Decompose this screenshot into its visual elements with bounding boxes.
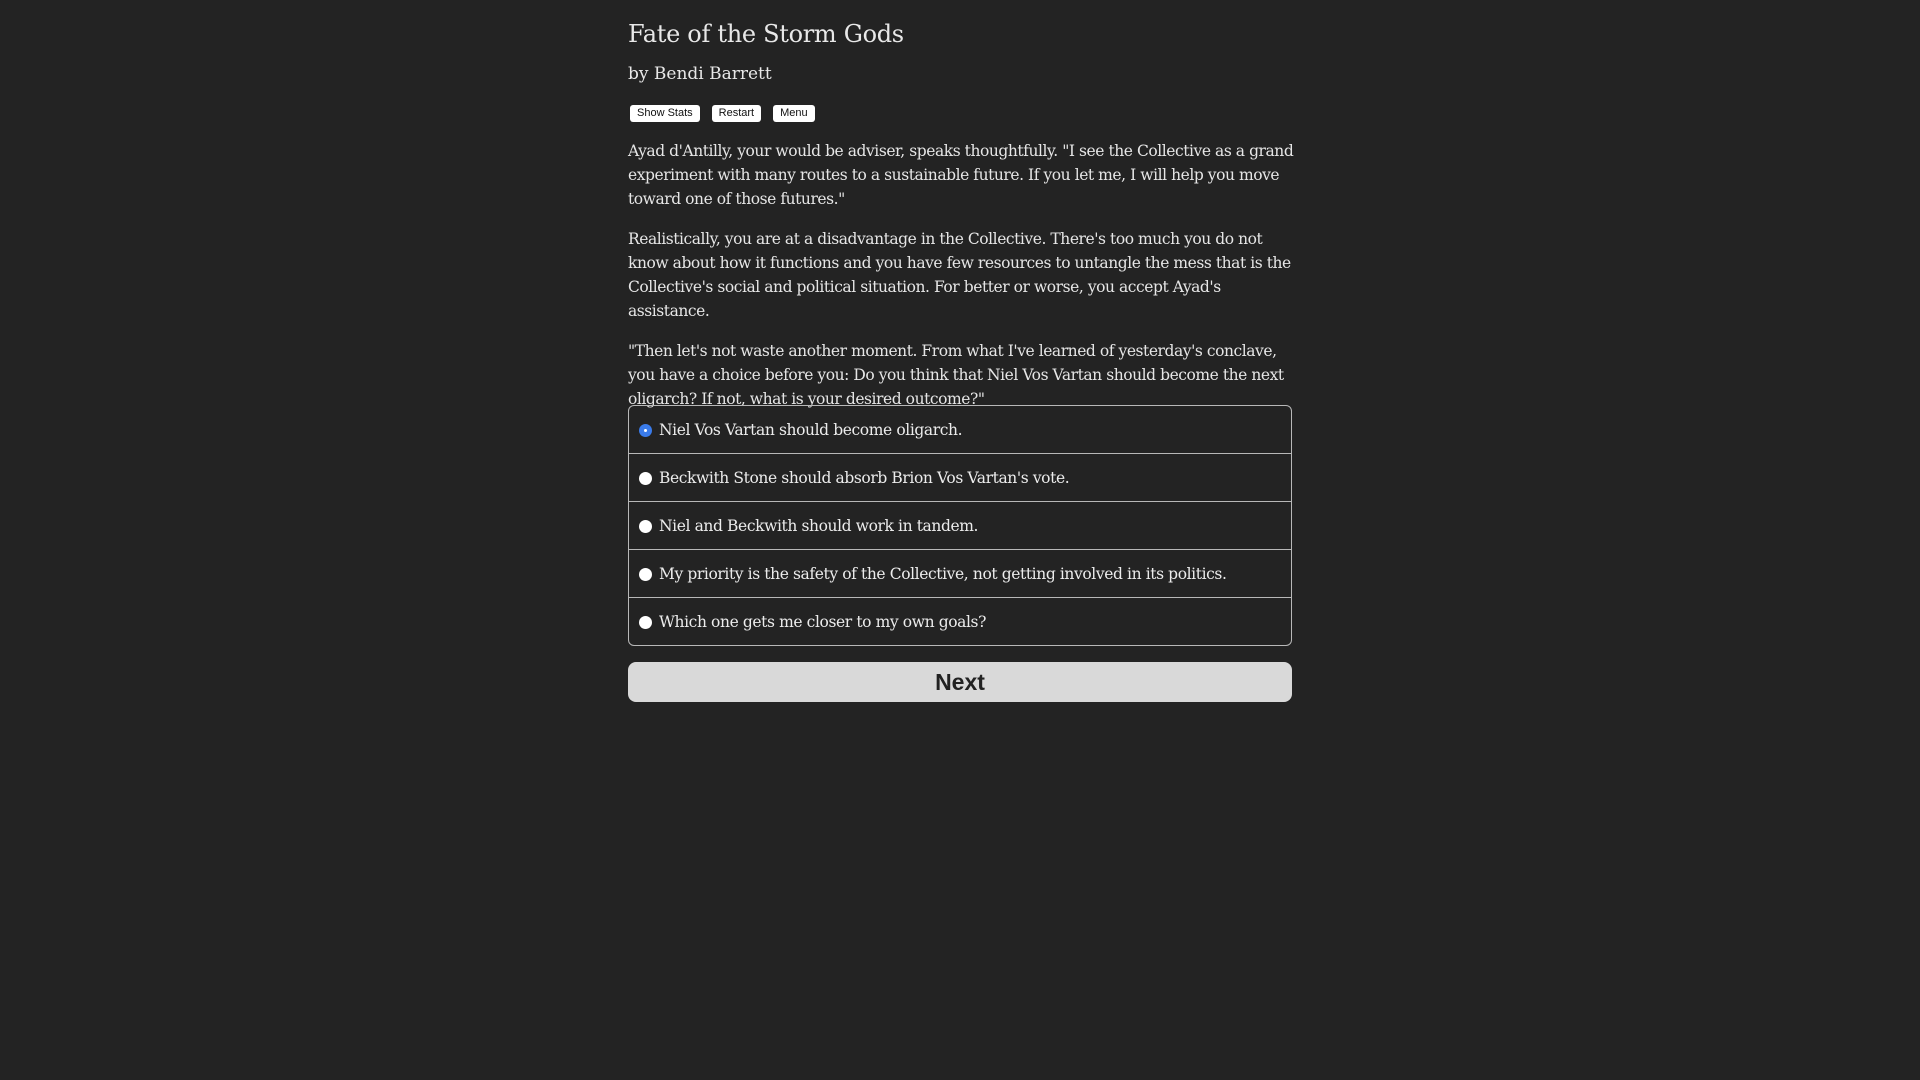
choice-option-niel-oligarch[interactable] [629, 406, 1291, 453]
choice-option-tandem[interactable] [629, 501, 1291, 549]
story-paragraph: "Then let's not waste another moment. From what I've learned of yesterday's conclave, you have a choice before you: Do you think that Niel Vos Vartan should become the next oligarch? If not, what is your desired outcome?" [628, 342, 1284, 408]
choice-label: Beckwith Stone should absorb Brion Vos Vartan's vote. [659, 468, 1070, 487]
author-byline: by Bendi Barrett [628, 64, 772, 84]
toolbar [630, 105, 815, 122]
show-stats-button[interactable]: Show Stats [630, 105, 700, 122]
choice-label: My priority is the safety of the Collective, not getting involved in its politics. [659, 564, 1227, 583]
choice-option-beckwith-absorb[interactable] [629, 453, 1291, 501]
radio-unselected-icon[interactable] [639, 568, 652, 581]
game-title: Fate of the Storm Gods [628, 20, 904, 48]
next-button[interactable]: Next [628, 662, 1292, 702]
radio-unselected-icon[interactable] [639, 472, 652, 485]
choice-label: Niel and Beckwith should work in tandem. [659, 516, 979, 535]
radio-unselected-icon[interactable] [639, 616, 652, 629]
story-paragraph: Ayad d'Antilly, your would be adviser, speaks thoughtfully. "I see the Collective as a grand experiment with many routes to a sustainable future. If you let me, I will help you move toward one of those futures." [628, 142, 1294, 208]
radio-unselected-icon[interactable] [639, 520, 652, 533]
restart-button[interactable]: Restart [712, 105, 761, 122]
story-paragraph: Realistically, you are at a disadvantage in the Collective. There's too much you do not know about how it functions and you have few resources to untangle the mess that is the Collective's social and political situation. For better or worse, you accept Ayad's assistance. [628, 230, 1291, 320]
story-text [628, 139, 1300, 427]
radio-selected-icon[interactable] [639, 424, 652, 437]
choice-label: Which one gets me closer to my own goals? [659, 612, 987, 631]
choice-option-safety-priority[interactable] [629, 549, 1291, 597]
choice-label: Niel Vos Vartan should become oligarch. [659, 420, 963, 439]
choice-list [628, 405, 1292, 646]
menu-button[interactable]: Menu [773, 105, 815, 122]
choice-option-own-goals[interactable] [629, 597, 1291, 645]
